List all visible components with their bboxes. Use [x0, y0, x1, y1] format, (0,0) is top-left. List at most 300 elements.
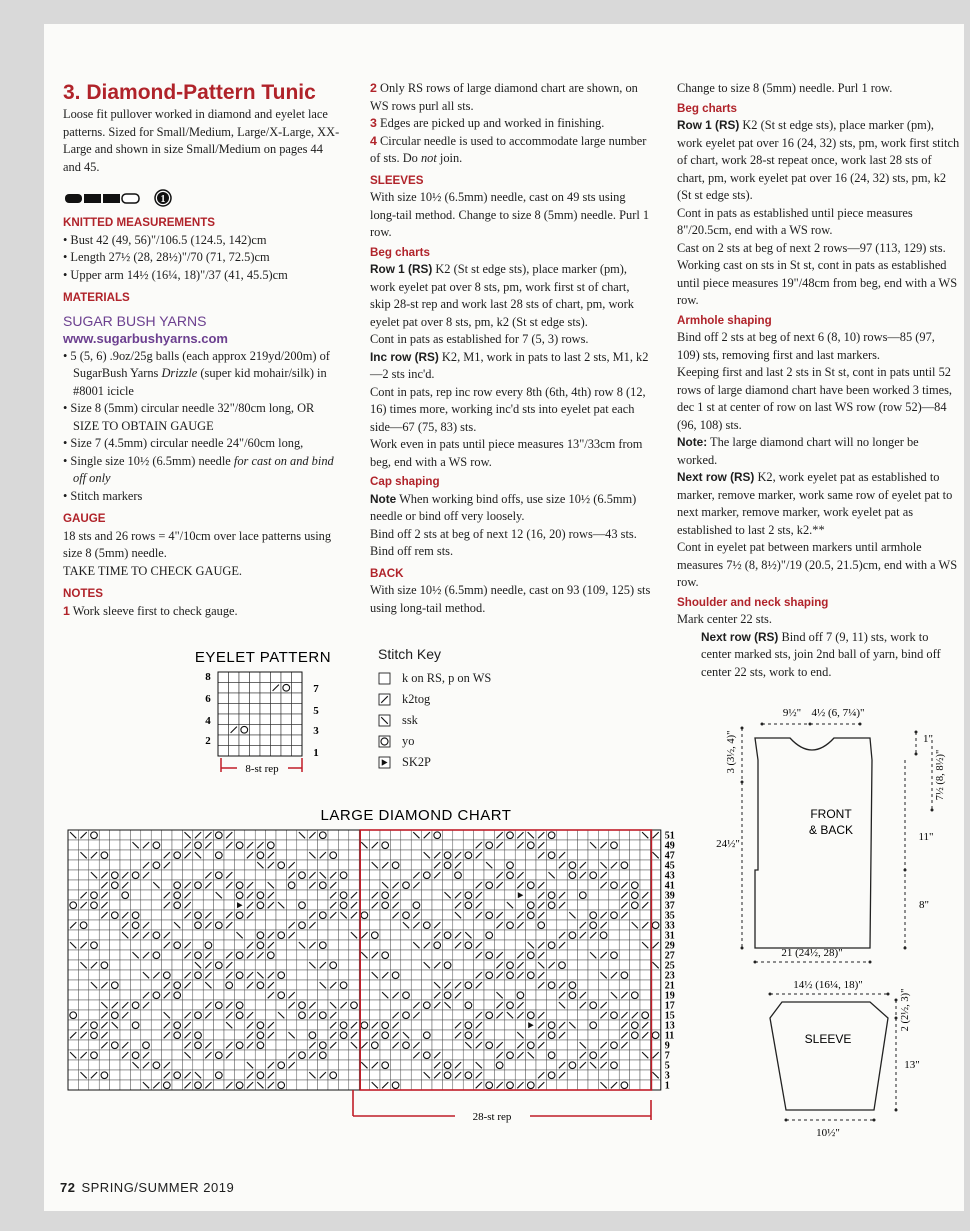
chart-cell [120, 840, 130, 850]
chart-cell [598, 990, 608, 1000]
chart-cell [505, 940, 515, 950]
chart-cell [546, 970, 556, 980]
chart-cell [307, 1060, 317, 1070]
chart-cell [89, 880, 99, 890]
chart-cell [588, 860, 598, 870]
chart-cell [224, 930, 234, 940]
chart-cell [130, 850, 140, 860]
chart-cell [557, 1080, 567, 1090]
chart-cell [151, 850, 161, 860]
chart-cell [68, 1020, 78, 1030]
chart-cell [567, 1070, 577, 1080]
chart-cell [630, 870, 640, 880]
chart-cell [110, 1070, 120, 1080]
chart-cell [588, 1030, 598, 1040]
eyelet-cell [218, 693, 229, 704]
large-rep-label: 28-st rep [472, 1111, 512, 1123]
eyelet-cell [229, 714, 240, 725]
note-1 [63, 603, 343, 621]
chart-cell [162, 910, 172, 920]
chart-cell [172, 910, 182, 920]
eyelet-cell [271, 746, 282, 757]
chart-cell [609, 1000, 619, 1010]
chart-cell [349, 970, 359, 980]
chart-cell [68, 1080, 78, 1090]
chart-cell [453, 950, 463, 960]
chart-cell [338, 990, 348, 1000]
chart-cell [526, 920, 536, 930]
dim-armhole: 7½ (8, 8½)" [935, 749, 946, 801]
chart-cell [120, 830, 130, 840]
chart-cell [370, 880, 380, 890]
sleeves-p5: Bind off 2 sts at beg of next 12 (16, 20) rows—43 sts. Bind off rem sts. [370, 526, 637, 558]
chart-cell [338, 880, 348, 890]
chart-cell [463, 860, 473, 870]
chart-cell [442, 830, 452, 840]
chart-cell [598, 960, 608, 970]
chart-cell [203, 890, 213, 900]
chart-cell [193, 1020, 203, 1030]
eyelet-row-4: 4 [205, 715, 211, 727]
chart-row-number: 33 [664, 920, 675, 932]
chart-cell [141, 880, 151, 890]
chart-row-number: 3 [664, 1070, 670, 1082]
chart-cell [214, 1060, 224, 1070]
chart-cell [505, 1040, 515, 1050]
chart-cell [442, 1050, 452, 1060]
chart-cell [99, 840, 109, 850]
chart-cell [401, 1050, 411, 1060]
chart-cell [619, 1060, 629, 1070]
chart-cell [193, 1060, 203, 1070]
pattern-title: 3. Diamond-Pattern Tunic [63, 81, 316, 104]
chart-cell [390, 930, 400, 940]
chart-cell [338, 970, 348, 980]
chart-cell [474, 1050, 484, 1060]
chart-cell [630, 910, 640, 920]
chart-cell [390, 960, 400, 970]
chart-cell [99, 990, 109, 1000]
eyelet-cell [281, 693, 292, 704]
chart-cell [630, 1080, 640, 1090]
brand-url[interactable]: www.sugarbushyarns.com [63, 331, 228, 346]
chart-cell [318, 1000, 328, 1010]
chart-cell [588, 940, 598, 950]
chart-cell [640, 960, 650, 970]
chart-cell [557, 920, 567, 930]
chart-cell [567, 840, 577, 850]
chart-cell [307, 1080, 317, 1090]
eyelet-cell [250, 672, 261, 683]
stitch-key-item [378, 731, 528, 752]
chart-cell [214, 1080, 224, 1090]
chart-cell [546, 1040, 556, 1050]
chart-cell [557, 870, 567, 880]
note-4-text-a: Circular needle is used to accommodate large number of sts. Do [370, 133, 647, 165]
chart-cell [110, 840, 120, 850]
chart-cell [567, 1000, 577, 1010]
chart-cell [609, 870, 619, 880]
back-note2-text: The large diamond chart will no longer be worked. [677, 435, 919, 467]
chart-cell [463, 990, 473, 1000]
chart-cell [130, 990, 140, 1000]
chart-cell [193, 870, 203, 880]
chart-cell [484, 870, 494, 880]
chart-cell [68, 1040, 78, 1050]
eyelet-cell [292, 746, 303, 757]
chart-cell [557, 840, 567, 850]
chart-cell [578, 960, 588, 970]
chart-cell [411, 860, 421, 870]
chart-cell [162, 870, 172, 880]
chart-cell [619, 850, 629, 860]
chart-cell [640, 880, 650, 890]
eyelet-cell [250, 746, 261, 757]
chart-cell [318, 1060, 328, 1070]
chart-cell [474, 960, 484, 970]
chart-cell [578, 1010, 588, 1020]
chart-cell [442, 1040, 452, 1050]
chart-cell [99, 830, 109, 840]
chart-cell [141, 910, 151, 920]
chart-cell [380, 870, 390, 880]
chart-cell [588, 1070, 598, 1080]
chart-cell [598, 940, 608, 950]
chart-cell [567, 950, 577, 960]
chart-cell [203, 1070, 213, 1080]
chart-cell [422, 930, 432, 940]
eyelet-cell [271, 693, 282, 704]
chart-cell [318, 900, 328, 910]
chart-cell [432, 910, 442, 920]
chart-cell [349, 920, 359, 930]
chart-cell [89, 1060, 99, 1070]
chart-cell [505, 1060, 515, 1070]
chart-cell [68, 960, 78, 970]
chart-cell [463, 920, 473, 930]
chart-cell [307, 840, 317, 850]
chart-cell [130, 940, 140, 950]
eyelet-cell [260, 725, 271, 736]
chart-cell [474, 830, 484, 840]
chart-cell [151, 1030, 161, 1040]
chart-cell [453, 830, 463, 840]
chart-cell [276, 1070, 286, 1080]
back-next2-label: Next row (RS) [701, 629, 779, 644]
chart-cell [380, 850, 390, 860]
chart-cell [130, 860, 140, 870]
chart-cell [78, 870, 88, 880]
chart-cell [349, 960, 359, 970]
brand-name: SUGAR BUSH YARNS [63, 312, 207, 329]
chart-cell [401, 950, 411, 960]
chart-cell [307, 1020, 317, 1030]
chart-row-number: 27 [664, 950, 675, 962]
chart-cell [151, 1050, 161, 1060]
chart-cell [567, 900, 577, 910]
eyelet-cell [239, 693, 250, 704]
chart-cell [286, 1010, 296, 1020]
chart-cell [120, 1030, 130, 1040]
chart-cell [411, 840, 421, 850]
chart-cell [401, 940, 411, 950]
chart-cell [370, 980, 380, 990]
chart-cell [266, 920, 276, 930]
material-markers: • Stitch markers [63, 488, 143, 503]
stitch-key-title: Stitch Key [378, 646, 442, 662]
chart-cell [442, 940, 452, 950]
chart-cell [234, 870, 244, 880]
chart-cell [245, 1050, 255, 1060]
chart-cell [224, 860, 234, 870]
chart-cell [193, 1050, 203, 1060]
chart-cell [286, 840, 296, 850]
large-diamond-chart [60, 800, 700, 1130]
eyelet-cell [292, 683, 303, 694]
eyelet-cell [250, 735, 261, 746]
chart-cell [78, 980, 88, 990]
chart-cell [151, 920, 161, 930]
chart-cell [172, 840, 182, 850]
chart-cell [78, 860, 88, 870]
chart-cell [567, 1030, 577, 1040]
chart-cell [255, 990, 265, 1000]
chart-cell [463, 1080, 473, 1090]
chart-cell [328, 940, 338, 950]
chart-cell [255, 1060, 265, 1070]
sleeves-inc [370, 349, 652, 384]
chart-cell [276, 910, 286, 920]
chart-cell [567, 1050, 577, 1060]
chart-cell [609, 900, 619, 910]
chart-cell [432, 970, 442, 980]
chart-cell [401, 980, 411, 990]
chart-cell [557, 1040, 567, 1050]
chart-cell [390, 980, 400, 990]
chart-cell [526, 1000, 536, 1010]
material-needle-2: • Size 7 (4.5mm) circular needle 24"/60cm long, [63, 436, 304, 450]
eyelet-cell [292, 735, 303, 746]
material-yarn [63, 348, 343, 401]
chart-row-number: 17 [664, 1000, 675, 1012]
chart-cell [214, 900, 224, 910]
chart-cell [338, 860, 348, 870]
chart-cell [89, 1010, 99, 1020]
chart-row-number: 29 [664, 940, 675, 952]
chart-cell [484, 900, 494, 910]
eyelet-title: EYELET PATTERN [194, 649, 332, 666]
chart-cell [401, 1000, 411, 1010]
chart-cell [68, 850, 78, 860]
chart-cell [214, 930, 224, 940]
chart-cell [338, 940, 348, 950]
chart-cell [640, 990, 650, 1000]
chart-cell [630, 830, 640, 840]
chart-cell [99, 1080, 109, 1090]
chart-cell [557, 970, 567, 980]
chart-cell [422, 840, 432, 850]
chart-cell [505, 950, 515, 960]
chart-cell [141, 1030, 151, 1040]
notes-heading: NOTES [63, 587, 103, 600]
chart-cell [141, 900, 151, 910]
chart-cell [463, 1060, 473, 1070]
chart-cell [640, 870, 650, 880]
chart-cell [193, 940, 203, 950]
chart-cell [619, 980, 629, 990]
chart-cell [141, 980, 151, 990]
chart-cell [401, 930, 411, 940]
chart-cell [567, 850, 577, 860]
sleeves-row1 [370, 261, 652, 331]
chart-cell [567, 940, 577, 950]
chart-cell [598, 1030, 608, 1040]
eyelet-cell [239, 672, 250, 683]
chart-cell [78, 990, 88, 1000]
chart-cell [297, 860, 307, 870]
chart-cell [349, 990, 359, 1000]
chart-cell [484, 960, 494, 970]
chart-cell [110, 1030, 120, 1040]
chart-cell [598, 1020, 608, 1030]
chart-cell [307, 970, 317, 980]
back-note2-label: Note: [677, 435, 708, 449]
chart-cell [68, 980, 78, 990]
chart-cell [598, 890, 608, 900]
eyelet-row-1: 1 [313, 747, 319, 759]
chart-cell [68, 910, 78, 920]
chart-cell [203, 930, 213, 940]
sleeves-beg-charts: Beg charts [370, 245, 430, 259]
chart-cell [619, 960, 629, 970]
chart-cell [474, 870, 484, 880]
chart-cell [130, 1070, 140, 1080]
chart-cell [214, 1040, 224, 1050]
chart-cell [630, 1060, 640, 1070]
chart-cell [297, 930, 307, 940]
chart-cell [640, 930, 650, 940]
chart-cell [78, 910, 88, 920]
chart-cell [68, 840, 78, 850]
dim-cuff: 10½" [816, 1127, 840, 1139]
eyelet-row-8: 8 [205, 671, 211, 683]
chart-cell [234, 1020, 244, 1030]
chart-cell [276, 870, 286, 880]
front-label-2: & BACK [808, 823, 854, 837]
eyelet-grid [218, 672, 302, 756]
chart-cell [349, 1010, 359, 1020]
chart-cell [588, 990, 598, 1000]
chart-cell [78, 970, 88, 980]
chart-cell [286, 1080, 296, 1090]
back-p4: Cast on 2 sts at beg of next 2 rows—97 (113, 129) sts. Working cast on sts in St st, cont in pats as established until piece measures 19"/48cm from beg, end with a WS row. [677, 240, 958, 307]
chart-cell [401, 860, 411, 870]
chart-cell [630, 1050, 640, 1060]
chart-cell [214, 950, 224, 960]
chart-cell [380, 830, 390, 840]
chart-cell [515, 930, 525, 940]
chart-cell [505, 840, 515, 850]
chart-cell [370, 830, 380, 840]
column-2 [370, 80, 652, 617]
chart-cell [120, 1070, 130, 1080]
chart-row-number: 9 [664, 1040, 670, 1052]
chart-cell [255, 880, 265, 890]
chart-cell [162, 950, 172, 960]
chart-cell [546, 860, 556, 870]
eyelet-cell [239, 714, 250, 725]
chart-cell [526, 890, 536, 900]
chart-cell [432, 1040, 442, 1050]
chart-cell [588, 830, 598, 840]
back-next-label: Next row (RS) [677, 470, 755, 484]
chart-cell [422, 860, 432, 870]
chart-cell [234, 940, 244, 950]
chart-cell [546, 1080, 556, 1090]
chart-cell [151, 830, 161, 840]
chart-cell [630, 840, 640, 850]
chart-cell [422, 950, 432, 960]
note-3-number: 3 [370, 116, 377, 130]
stitch-key-label: yo [402, 734, 415, 748]
sleeve-outline [770, 1002, 888, 1110]
chart-cell [526, 1060, 536, 1070]
chart-cell [401, 1070, 411, 1080]
chart-cell [515, 980, 525, 990]
chart-cell [422, 900, 432, 910]
chart-cell [640, 910, 650, 920]
chart-cell [151, 960, 161, 970]
chart-cell [234, 860, 244, 870]
large-chart-grid [68, 830, 661, 1090]
chart-cell [474, 860, 484, 870]
chart-cell [390, 850, 400, 860]
chart-cell [370, 960, 380, 970]
chart-cell [99, 970, 109, 980]
chart-cell [380, 1040, 390, 1050]
chart-cell [307, 980, 317, 990]
chart-cell [266, 1010, 276, 1020]
chart-cell [578, 1070, 588, 1080]
chart-cell [276, 830, 286, 840]
chart-cell [234, 980, 244, 990]
chart-cell [266, 1040, 276, 1050]
chart-cell [578, 980, 588, 990]
chart-cell [110, 1080, 120, 1090]
chart-cell [640, 950, 650, 960]
chart-cell [505, 1020, 515, 1030]
chart-cell [224, 900, 234, 910]
chart-cell [588, 1040, 598, 1050]
chart-cell [463, 880, 473, 890]
chart-cell [463, 950, 473, 960]
chart-cell [609, 930, 619, 940]
chart-cell [619, 930, 629, 940]
chart-cell [463, 970, 473, 980]
chart-cell [182, 870, 192, 880]
chart-cell [286, 1020, 296, 1030]
chart-cell [567, 960, 577, 970]
chart-cell [390, 830, 400, 840]
stitch-key-label: k on RS, p on WS [402, 671, 492, 685]
page-footer [60, 1180, 234, 1195]
chart-cell [68, 950, 78, 960]
chart-cell [172, 1010, 182, 1020]
chart-cell [349, 1060, 359, 1070]
chart-cell [349, 840, 359, 850]
eyelet-cell [250, 693, 261, 704]
chart-row-number: 35 [664, 910, 675, 922]
